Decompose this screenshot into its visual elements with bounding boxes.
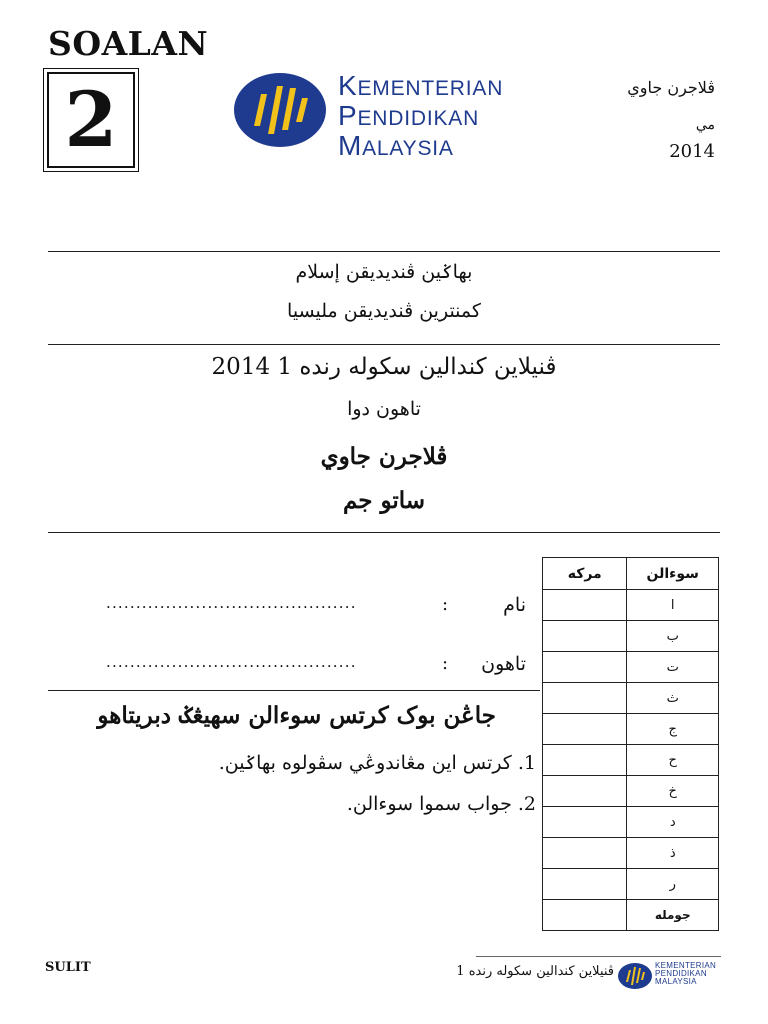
logo-line-3: MALAYSIA: [338, 130, 454, 161]
table-row: [543, 838, 719, 869]
mark-cell[interactable]: [543, 869, 627, 900]
table-row: [543, 683, 719, 714]
ministry-line-1: بهاݢين ڤنديديقن إسلام: [295, 261, 473, 283]
table-row: [543, 652, 719, 683]
month-label: مي: [695, 117, 715, 133]
mark-cell[interactable]: [543, 714, 627, 745]
header-marks: مرکه: [543, 558, 627, 590]
score-table: [542, 557, 719, 931]
mark-cell[interactable]: [543, 745, 627, 776]
mark-cell[interactable]: [543, 590, 627, 621]
instruction-item: [347, 793, 536, 815]
question-cell: ح: [627, 745, 719, 776]
table-row: [543, 745, 719, 776]
exam-title: ڤنيلاين كندالين سكوله رنده 1 2014: [211, 354, 557, 380]
table-header-row: [543, 558, 719, 590]
paper-title: ڤلاجرن جاوي: [320, 443, 448, 470]
ministry-line-2: کمنترين ڤنديديقن مليسيا: [287, 300, 481, 322]
mark-cell[interactable]: [543, 807, 627, 838]
question-cell: ر: [627, 869, 719, 900]
footer-logo-line-3: MALAYSIA: [655, 977, 697, 986]
footer-divider: [476, 956, 721, 957]
year-field[interactable]: [104, 649, 438, 671]
question-cell: ب: [627, 621, 719, 652]
instruction-item: [219, 752, 536, 774]
table-row: [543, 714, 719, 745]
question-cell: د: [627, 807, 719, 838]
logo-line-1-rest: EMENTERIAN: [357, 77, 504, 100]
exam-duration: ساتو جم: [342, 487, 426, 514]
logo-line-3-rest: ALAYSIA: [362, 137, 454, 160]
table-row: [543, 807, 719, 838]
table-total-row: [543, 900, 719, 931]
year-field-label: تاهون: [481, 653, 526, 675]
question-cell: ث: [627, 683, 719, 714]
instruction-number: 1.: [517, 752, 536, 774]
name-dots: ..........................................: [106, 594, 357, 612]
ministry-logo-text: [338, 72, 503, 162]
divider: [48, 344, 720, 345]
question-number-box: [43, 68, 139, 172]
footer-logo-line-1: KEMENTERIAN: [655, 961, 717, 970]
question-number: 2: [47, 72, 135, 168]
total-mark-cell[interactable]: [543, 900, 627, 931]
mark-cell[interactable]: [543, 838, 627, 869]
table-row: [543, 621, 719, 652]
exam-year-level: تاهون دوا: [347, 398, 421, 420]
table-row: [543, 590, 719, 621]
question-cell: ذ: [627, 838, 719, 869]
mark-cell[interactable]: [543, 621, 627, 652]
year-dots: ..........................................: [106, 653, 357, 671]
question-cell: ت: [627, 652, 719, 683]
instruction-text: جواب سموا سوءالن.: [346, 793, 512, 815]
divider: [48, 532, 720, 533]
footer-exam-label: ڤنيلاين كندالين سكوله رنده 1: [456, 964, 614, 979]
footer-logo-text: [655, 962, 716, 986]
mark-cell[interactable]: [543, 652, 627, 683]
year-label: 2014: [669, 141, 715, 162]
question-cell: ج: [627, 714, 719, 745]
table-row: [543, 776, 719, 807]
mark-cell[interactable]: [543, 776, 627, 807]
logo-line-2-rest: ENDIDIKAN: [357, 107, 480, 130]
header-question: سوءالن: [627, 558, 719, 590]
total-label: جومله: [627, 900, 719, 931]
name-label: نام: [503, 594, 526, 616]
year-colon: :: [442, 653, 449, 674]
name-field[interactable]: [104, 590, 438, 612]
mark-cell[interactable]: [543, 683, 627, 714]
subject-label: ڤلاجرن جاوي: [627, 78, 715, 97]
question-cell: ا: [627, 590, 719, 621]
divider: [48, 690, 540, 691]
sulit-label: SULIT: [45, 960, 91, 975]
instruction-text: کرتس اين مڠاندوڠي سڤولوه بهاݢين.: [218, 752, 512, 774]
divider: [48, 251, 720, 252]
question-cell: خ: [627, 776, 719, 807]
instruction-number: 2.: [517, 793, 536, 815]
footer-logo-line-2: PENDIDIKAN: [655, 969, 707, 978]
logo-line-2: PENDIDIKAN: [338, 100, 480, 131]
soalan-label: SOALAN: [48, 24, 209, 63]
logo-line-1: KEMENTERIAN: [338, 70, 504, 101]
instructions-heading: جاڠن بوک کرتس سوءالن سهيڠݢ دبريتاهو: [97, 702, 496, 729]
name-colon: :: [442, 594, 449, 615]
table-row: [543, 869, 719, 900]
